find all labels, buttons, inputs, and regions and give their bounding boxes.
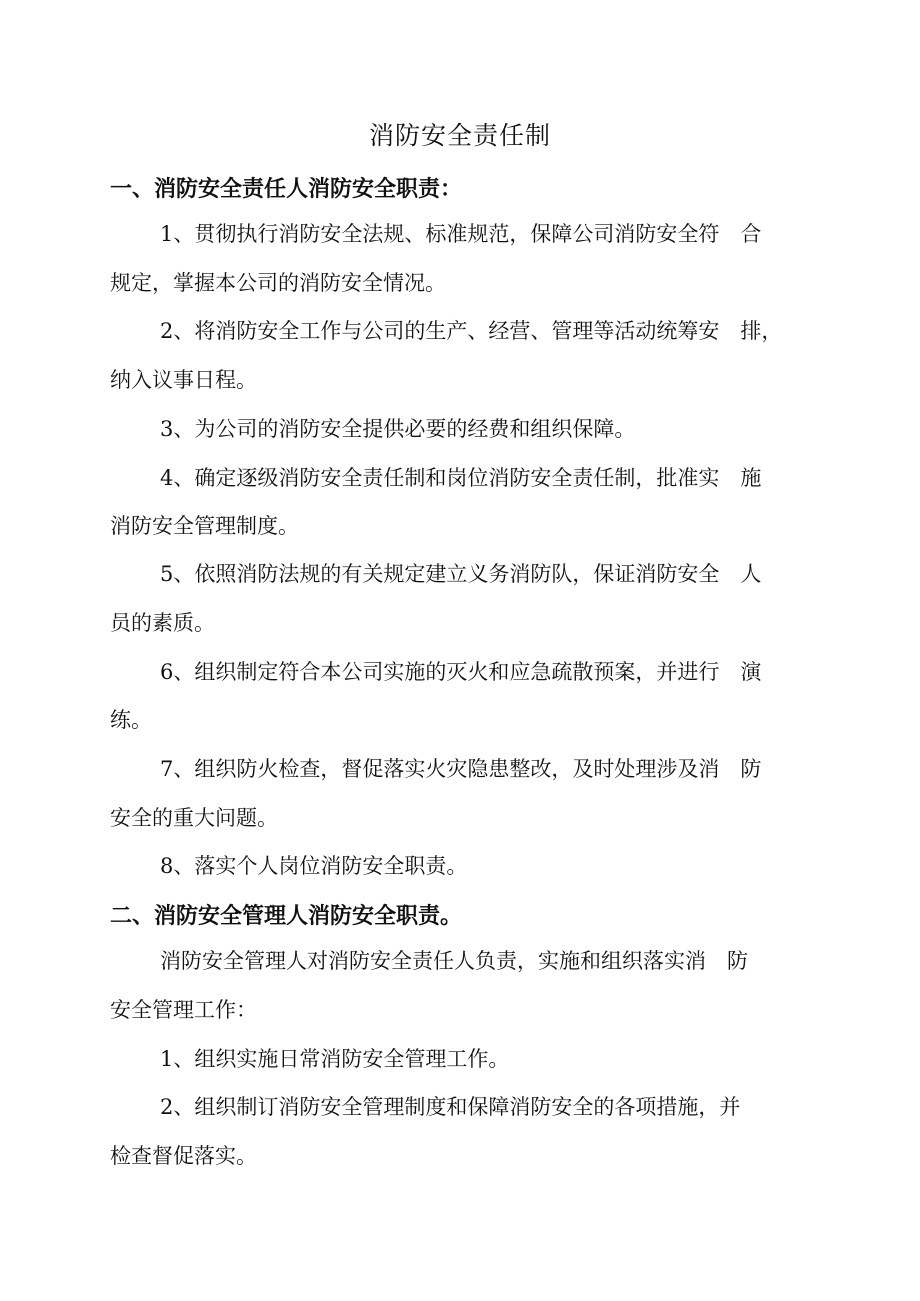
s1-item-8-line-1: 8、落实个人岗位消防安全职责。 — [160, 854, 468, 878]
s1-item-5-line-1: 5、依照消防法规的有关规定建立义务消防队，保证消防安全 人 — [160, 562, 762, 586]
s2-item-2-line-2: 检查督促落实。 — [110, 1144, 257, 1168]
s1-item-3-line-1: 3、为公司的消防安全提供必要的经费和组织保障。 — [160, 417, 636, 441]
document-title: 消防安全责任制 — [368, 121, 551, 150]
s1-item-2-line-2: 纳入议事日程。 — [110, 368, 257, 392]
s1-item-6-line-2: 练。 — [110, 708, 152, 732]
s2-item-2-line-1: 2、组织制订消防安全管理制度和保障消防安全的各项措施，并 — [160, 1095, 741, 1119]
s1-item-6-line-1: 6、组织制定符合本公司实施的灭火和应急疏散预案，并进行 演 — [160, 660, 762, 684]
s1-item-2-line-1: 2、将消防安全工作与公司的生产、经营、管理等活动统筹安 排， — [160, 319, 783, 343]
s1-item-4-line-2: 消防安全管理制度。 — [110, 514, 299, 538]
s1-item-7-line-2: 安全的重大问题。 — [110, 806, 278, 830]
section-2-heading: 二、消防安全管理人消防安全职责。 — [110, 904, 463, 929]
s2-intro-line-2: 安全管理工作： — [110, 998, 257, 1022]
s1-item-5-line-2: 员的素质。 — [110, 611, 215, 635]
s2-intro-line-1: 消防安全管理人对消防安全责任人负责，实施和组织落实消 防 — [160, 949, 748, 973]
s2-item-1-line-1: 1、组织实施日常消防安全管理工作。 — [160, 1047, 510, 1071]
s1-item-1-line-1: 1、贯彻执行消防安全法规、标准规范，保障公司消防安全符 合 — [160, 222, 762, 246]
section-1-heading: 一、消防安全责任人消防安全职责： — [110, 177, 463, 202]
s1-item-7-line-1: 7、组织防火检查，督促落实火灾隐患整改，及时处理涉及消 防 — [160, 757, 762, 781]
s1-item-4-line-1: 4、确定逐级消防安全责任制和岗位消防安全责任制，批准实 施 — [160, 466, 762, 490]
s1-item-1-line-2: 规定，掌握本公司的消防安全情况。 — [110, 271, 446, 295]
